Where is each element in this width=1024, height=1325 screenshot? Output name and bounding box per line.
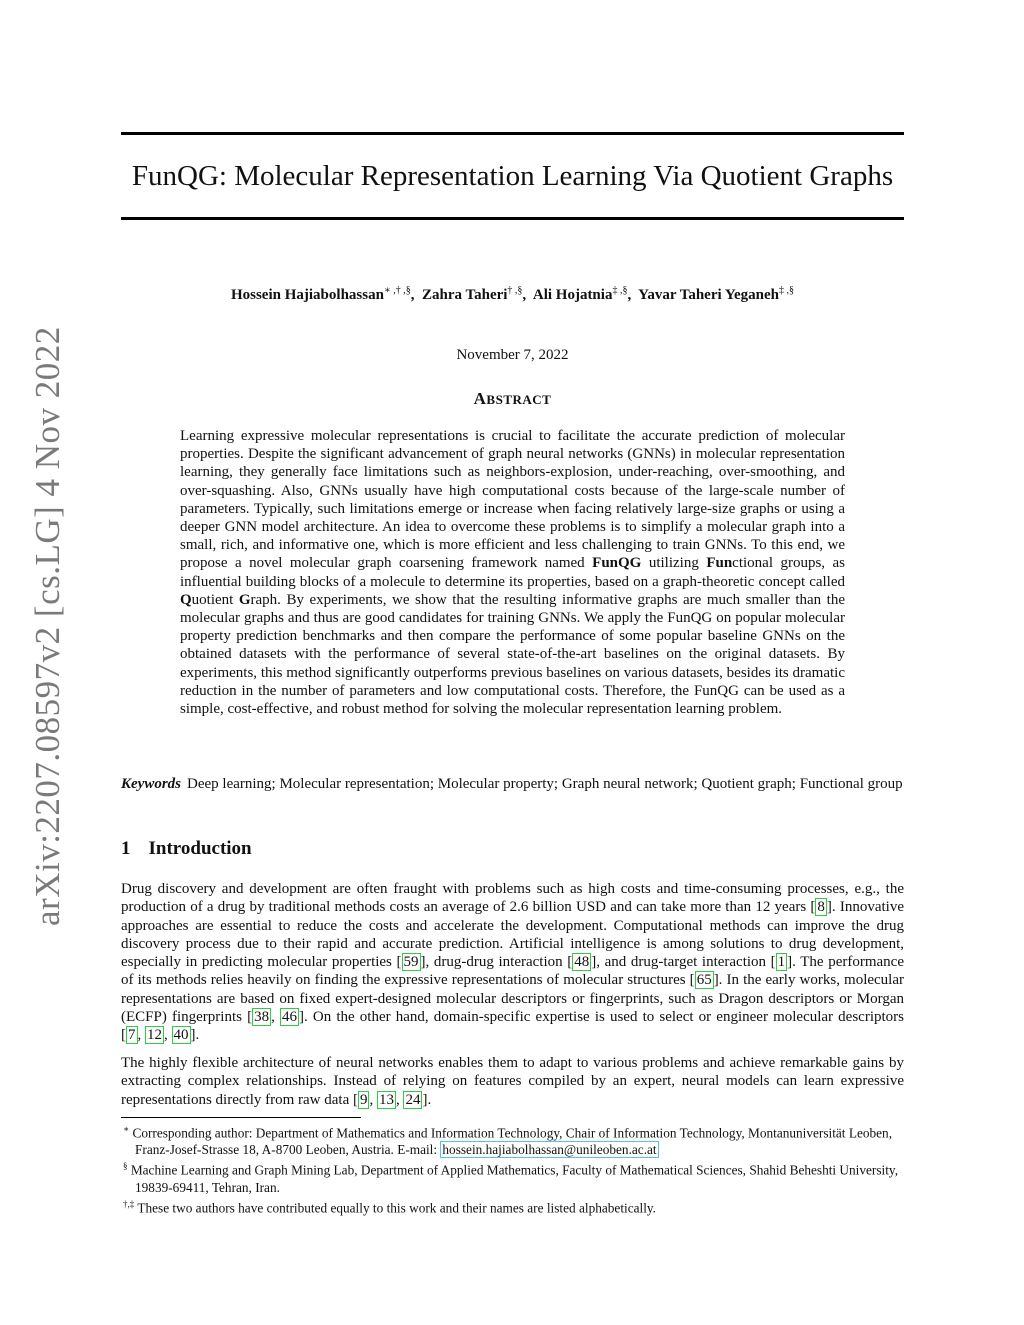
author-name: Yavar Taheri Yeganeh [638, 287, 780, 303]
footnote-text: These two authors have contributed equally to this work and their names are listed alphabetically. [137, 1200, 657, 1216]
paragraph-text: ]. [190, 1027, 200, 1044]
author-affiliation-marks: ∗ ,† ,§ [383, 285, 411, 296]
citation-link[interactable]: 12 [147, 1027, 162, 1044]
author-name: Ali Hojatnia [532, 287, 613, 303]
abstract-bold-term: FunQG [592, 555, 642, 572]
abstract-heading-initial: A [473, 389, 487, 408]
paragraph-text: ], and drug-target interaction [ [591, 954, 776, 971]
footnote-text: Corresponding author: Department of Mathematics and Information Technology, Chair of Information Technology, Montanuniversität Leoben, Franz-Josef-Strasse 18, A-8700 Leoben, Austria. E-mail: [132, 1125, 893, 1158]
footnote-affiliation [121, 1158, 904, 1195]
paragraph-text: Drug discovery and development are often fraught with problems such as high costs and time-consuming processes, e.g., the production of a drug by traditional methods costs an average of 2.6 billion USD and can take more than 12 years [ [121, 881, 904, 916]
paragraph-text: , [271, 1009, 280, 1026]
keywords-label: Keywords [121, 776, 181, 792]
citation-link[interactable]: 46 [281, 1009, 297, 1026]
footnote-mark: § [123, 1161, 128, 1172]
paragraph-text: , [369, 1091, 377, 1108]
abstract-bold-term: Fun [706, 555, 733, 572]
author-affiliation-marks: † ,§ [507, 285, 523, 296]
author-affiliation-marks: ‡ ,§ [612, 285, 628, 296]
keywords-text: Deep learning; Molecular representation; Molecular property; Graph neural network; Quotient graph; Functional group [187, 776, 903, 792]
author-affiliation-marks: ‡ ,§ [779, 285, 795, 296]
citation-link[interactable]: 8 [817, 899, 825, 916]
author-name: Hossein Hajiabolhassan [230, 287, 384, 303]
title-bottom-rule [121, 217, 904, 220]
email-link[interactable]: hossein.hajiabolhassan@unileoben.ac.at [442, 1142, 657, 1158]
citation-link[interactable]: 48 [574, 954, 590, 971]
abstract-heading-rest: BSTRACT [486, 392, 552, 407]
abstract-text-segment: raph. By experiments, we show that the resulting informative graphs are much smaller than the molecular graphs and thus are good candidates for training GNNs. We apply the FunQG on popular molecular property prediction benchmarks and then compare the performance of some popular baseline GNNs on the obtained datasets with the performance of several state-of-the-art baselines on the original datasets. By experiments, this method significantly outperforms previous baselines on various datasets, besides its dramatic reduction in the number of parameters and low computational costs. Therefore, the FunQG can be used as a simple, cost-effective, and robust method for solving the molecular representation learning problem. [180, 591, 846, 718]
paragraph-text: ], drug-drug interaction [ [420, 954, 573, 971]
intro-paragraph-1 [121, 880, 904, 1045]
section-number: 1 [121, 838, 131, 859]
title-top-rule [121, 132, 904, 135]
section-title: Introduction [148, 838, 252, 859]
keywords-line [121, 775, 904, 794]
abstract-heading [121, 389, 904, 409]
paragraph-text: The highly flexible architecture of neural networks enables them to adapt to various problems and achieve remarkable gains by extracting complex relationships. Instead of relying on features compiled by an expert, neural models can learn expressive representations directly from raw data [ [121, 1055, 904, 1108]
abstract-text [180, 427, 845, 718]
paragraph-text: ]. Innovative approaches are essential to reduce the costs and accelerate the development. Computational methods can improve the drug discovery process due to their rapid and accurate prediction. Artificial intelligence is among solutions to drug development, especially in predicting molecular properties [ [121, 899, 904, 971]
section-heading-introduction [121, 838, 252, 860]
citation-link[interactable]: 7 [128, 1027, 136, 1044]
citation-link[interactable]: 59 [403, 954, 419, 971]
paragraph-text: , [137, 1027, 145, 1044]
paper-title: FunQG: Molecular Representation Learning Via Quotient Graphs [131, 160, 894, 192]
citation-link[interactable]: 1 [777, 954, 786, 971]
citation-link[interactable]: 24 [405, 1091, 421, 1108]
citation-link[interactable]: 65 [696, 972, 712, 989]
citation-link[interactable]: 38 [254, 1009, 270, 1026]
footnote-text: Machine Learning and Graph Mining Lab, Department of Applied Mathematics, Faculty of Mathematical Sciences, Shahid Beheshti University, 19839-69411, Tehran, Iran. [130, 1162, 899, 1195]
paragraph-text: ]. In the early works, molecular representations are based on fixed expert-designed molecular descriptors or fingerprints, such as Dragon descriptors or Morgan (ECFP) fingerprints [ [121, 972, 905, 1026]
arxiv-identifier-stamp: arXiv:2207.08597v2 [cs.LG] 4 Nov 2022 [28, 326, 67, 926]
intro-paragraph-2 [121, 1054, 904, 1109]
footnote-equal-contribution [121, 1196, 904, 1216]
abstract-text-segment: utilizing [648, 555, 699, 572]
paragraph-text: ]. [422, 1091, 432, 1108]
footnote-mark: ∗ [123, 1124, 130, 1134]
author-list: Hossein Hajiabolhassan∗ ,† ,§, Zahra Taheri† ,§, Ali Hojatnia‡ ,§, Yavar Taheri Yeganeh‡ ,§ [230, 285, 795, 303]
abstract-text-segment: ctional groups, as influential building blocks of a molecule to determine its properties, based on a graph-theoretic concept called [180, 555, 846, 590]
citation-link[interactable]: 40 [173, 1027, 189, 1044]
footnote-corresponding-author [121, 1121, 904, 1158]
paragraph-text: ]. The performance of its methods relies heavily on finding the expressive representations of molecular structures [ [121, 954, 904, 989]
citation-link[interactable]: 13 [378, 1091, 394, 1108]
paragraph-text: , [164, 1027, 172, 1044]
publication-date: November 7, 2022 [456, 347, 569, 363]
abstract-bold-term: G [238, 591, 251, 608]
abstract-text-segment: Learning expressive molecular representations is crucial to facilitate the accurate prediction of molecular properties. Despite the significant advancement of graph neural networks (GNNs) in molecular representation learning, they generally face limitations such as neighbors-explosion, under-reaching, over-smoothing, and over-squashing. Also, GNNs usually have high computational costs because of the large-scale number of parameters. Typically, such limitations emerge or increase when facing relatively large-size graphs or using a deeper GNN model architecture. An idea to overcome these problems is to simplify a molecular graph into a small, rich, and informative one, which is more efficient and less challenging to train GNNs. To this end, we propose a novel molecular graph coarsening framework named [180, 428, 845, 572]
footnote-mark: †,‡ [123, 1198, 135, 1209]
abstract-text-segment: uotient [191, 591, 234, 608]
footnote-rule [121, 1117, 361, 1118]
abstract-bold-term: Q [180, 591, 192, 608]
footnotes [121, 1121, 904, 1216]
paragraph-text: , [395, 1091, 404, 1108]
paragraph-text: ]. On the other hand, domain-specific expertise is used to select or engineer molecular descriptors [ [121, 1009, 904, 1044]
citation-link[interactable]: 9 [359, 1091, 368, 1108]
author-name: Zahra Taheri [421, 287, 508, 303]
